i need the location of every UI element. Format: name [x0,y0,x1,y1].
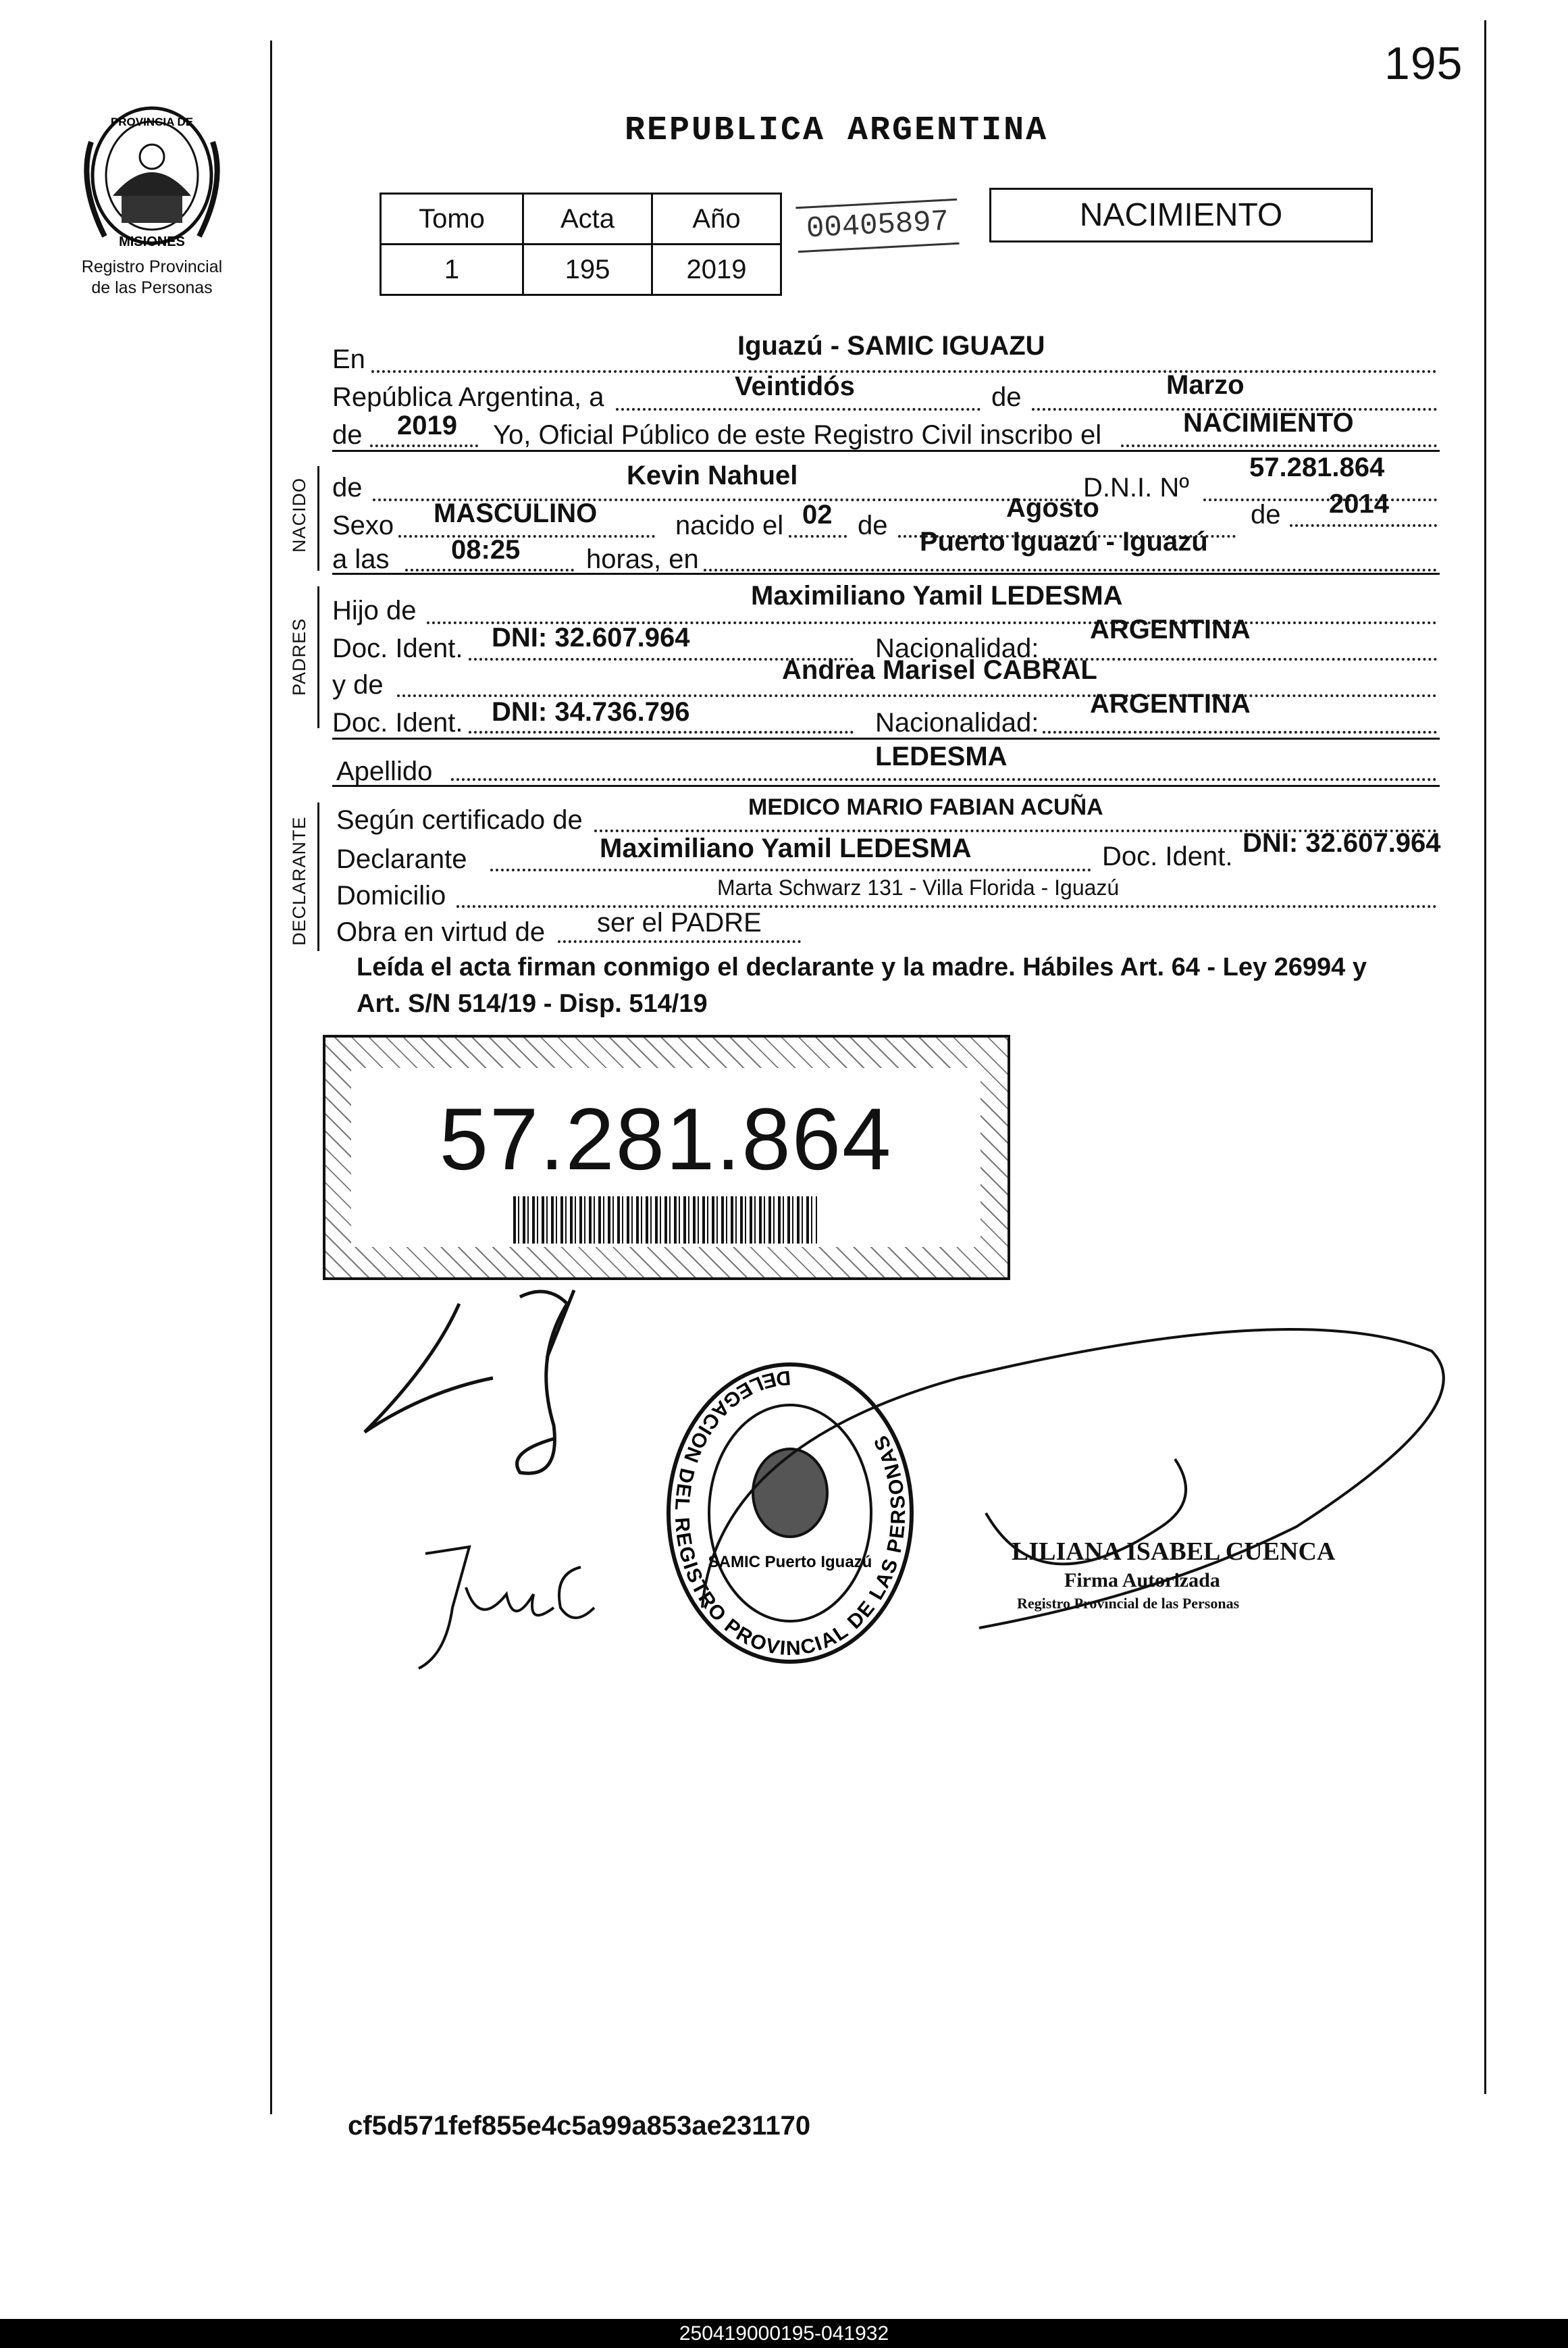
de-label: de [332,420,363,450]
reg-day: Veintidós [735,372,855,401]
father-nationality: ARGENTINA [1090,615,1251,644]
republic-label: República Argentina, a [332,382,604,412]
issuer-line-1: Registro Provincial [81,257,223,276]
dotted-line [789,535,847,538]
nacido-de-label: de [332,473,363,503]
value-acta: 195 [523,245,652,295]
de-label: de [1251,500,1281,530]
right-margin-rule [1484,20,1486,2094]
inscription-text: Yo, Oficial Público de este Registro Civil inscribo el [493,420,1102,450]
section-separator [332,738,1440,740]
declarante-bracket [317,802,319,951]
declarant-name: Maximiliano Yamil LEDESMA [600,834,972,863]
document-hash: cf5d571fef855e4c5a99a853ae231170 [348,2111,811,2141]
dotted-line [371,370,1437,373]
child-name: Kevin Nahuel [627,461,798,490]
dni-sticker-number: 57.281.864 [439,1090,893,1188]
declarant-doc: DNI: 32.607.964 [1243,828,1441,858]
doc-ident-label: Doc. Ident. [332,634,463,663]
authority-registry: Registro Provincial de las Personas [1017,1595,1240,1612]
dotted-line [704,569,1437,571]
y-de-label: y de [332,670,384,700]
domicilio-label: Domicilio [336,881,446,911]
child-dni: 57.281.864 [1249,453,1385,482]
dotted-line [370,444,478,447]
section-label-nacido: NACIDO [289,477,309,553]
section-separator [332,785,1440,787]
header-acta: Acta [523,194,652,245]
place-value: Iguazú - SAMIC IGUAZU [737,331,1045,361]
declarant-relation: ser el PADRE [597,908,762,938]
birth-month: Agosto [1006,493,1099,523]
declarant-signature [351,1277,635,1500]
mother-signature [405,1527,621,1675]
closing-note: Leída el acta firman conmigo el declarante y la madre. Hábiles Art. 64 - Ley 26994 y Art. S/N 514/19 - Disp. 514/19 [357,953,1367,1018]
dotted-line [1043,731,1437,734]
surname-value: LEDESMA [875,742,1008,771]
authority-name: LILIANA ISABEL CUENCA [1012,1537,1336,1566]
nacido-bracket [317,466,319,571]
record-table [380,193,782,296]
father-name: Maximiliano Yamil LEDESMA [751,581,1123,611]
section-separator [332,450,1440,452]
dotted-line [558,940,801,943]
padres-bracket [317,586,319,728]
mother-name: Andrea Marisel CABRAL [782,655,1097,685]
dni-label: D.N.I. Nº [1083,473,1189,503]
dotted-line [405,569,574,571]
de-label: de [991,382,1022,412]
doc-ident-label: Doc. Ident. [332,708,463,738]
dotted-line [469,731,854,734]
seal-ring-text: DELEGACION DEL REGISTRO PROVINCIAL DE LAS PERSONAS [670,1366,910,1660]
nacionalidad-label: Nacionalidad: [875,708,1039,738]
document-title: REPUBLICA ARGENTINA [625,111,1049,150]
declarant-address: Marta Schwarz 131 - Villa Florida - Iguazú [717,875,1120,900]
dotted-line [1290,524,1437,527]
value-tomo: 1 [381,245,523,295]
hijo-de-label: Hijo de [332,596,417,626]
birth-year: 2014 [1329,489,1389,519]
left-margin-rule [270,41,272,2114]
mother-nationality: ARGENTINA [1090,689,1251,719]
declarante-label: Declarante [336,844,467,874]
child-sex: MASCULINO [434,499,598,528]
apellido-label: Apellido [336,757,433,786]
dotted-line [1203,499,1437,501]
issuer-caption [47,257,257,299]
en-label: En [332,344,365,374]
reg-event: NACIMIENTO [1183,408,1354,438]
header-tomo: Tomo [381,194,523,245]
doc-ident-label: Doc. Ident. [1102,842,1233,871]
birth-time: 08:25 [451,535,521,565]
father-doc: DNI: 32.607.964 [492,623,690,653]
nacionalidad-label: Nacionalidad: [875,634,1039,663]
horas-en-label: horas, en [586,544,699,574]
nacido-el-label: nacido el [675,511,784,540]
barcode [513,1196,817,1244]
logo-top-text: PROVINCIA DE [110,116,194,128]
reg-year: 2019 [397,411,457,440]
record-type-box: NACIMIENTO [989,188,1373,243]
dotted-line [490,869,1091,871]
dotted-line [616,408,981,411]
page-number: 195 [1384,38,1463,89]
sexo-label: Sexo [332,511,394,540]
dni-sticker [323,1035,1010,1280]
dotted-line [398,535,655,538]
mother-doc: DNI: 34.736.796 [492,697,690,727]
certificate-issuer: MEDICO MARIO FABIAN ACUÑA [748,794,1103,820]
a-las-label: a las [332,544,390,574]
value-ano: 2019 [652,245,781,295]
seal-inner-text: SAMIC Puerto Iguazú [708,1553,872,1571]
dotted-line [1121,444,1437,447]
section-label-padres: PADRES [289,617,309,696]
reg-month: Marzo [1166,370,1245,400]
authority-role: Firma Autorizada [1064,1569,1220,1591]
footer-code-bar: 250419000195-041932 [0,2319,1568,2348]
serial-number: 00405897 [795,199,959,253]
dotted-line [1043,658,1437,661]
issuer-line-2: de las Personas [91,278,213,297]
de-label: de [858,511,888,540]
section-separator [332,573,1440,575]
obra-label: Obra en virtud de [336,917,546,947]
birth-day: 02 [802,500,833,530]
header-ano: Año [652,194,781,245]
authority-block [1012,1537,1335,1612]
birth-place: Puerto Iguazú - Iguazú [920,527,1208,557]
section-label-declarante: DECLARANTE [289,816,309,946]
dotted-line [451,778,1437,781]
logo-bottom-text: MISIONES [119,234,185,249]
certificado-label: Según certificado de [336,805,583,835]
